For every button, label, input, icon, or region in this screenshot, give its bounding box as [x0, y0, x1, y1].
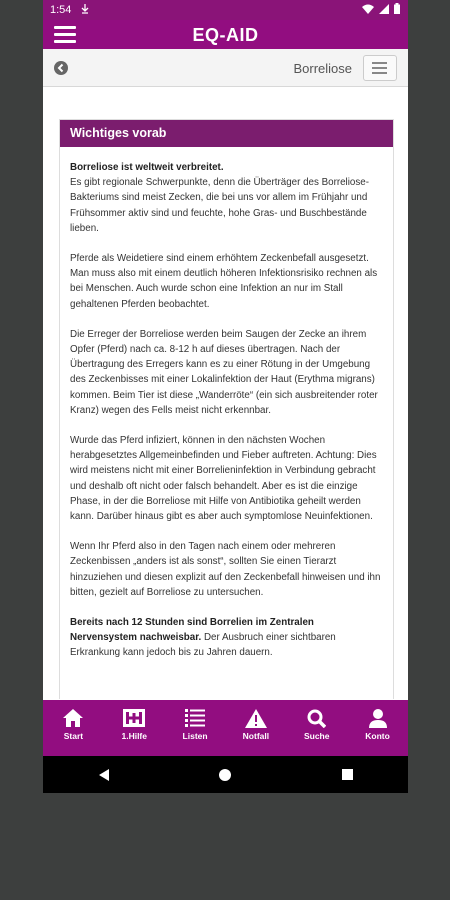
status-time: 1:54	[50, 4, 72, 16]
list-icon	[184, 708, 206, 728]
nav-back-icon[interactable]	[84, 760, 124, 790]
tab-label: 1.Hilfe	[121, 731, 147, 741]
paragraph-5: Wenn Ihr Pferd also in den Tagen nach einem oder mehreren Zeckenbissen „anders ist als sonst“, sollten Sie einen Tierarzt hinzuziehen und diesen explizit auf den Zeckenbefall hinweisen und ihn bitten, gezielt auf Borreliose zu untersuchen.	[70, 541, 381, 598]
tab-label: Konto	[365, 731, 390, 741]
download-icon	[81, 4, 89, 17]
tab-label: Notfall	[242, 731, 270, 741]
tab-emergency[interactable]	[225, 700, 286, 756]
paragraph-3: Die Erreger der Borreliose werden beim Saugen der Zecke an ihrem Opfer (Pferd) nach ca. 8-12 h auf dieses übertragen. Nach der Übertragung des Erregers kann es zu einer Rötung in der Umgebung des Zeckenbisses mit einer Lokalinfektion der Haut (Erythma migrans) kommen. Beim Tier ist diese „Wanderröte“ (ein sich ausbreitender roter Kranz) wegen des Fells meist nicht erkennbar.	[70, 328, 378, 416]
tab-start[interactable]	[43, 700, 104, 756]
page-header	[43, 49, 408, 87]
page-menu-button[interactable]	[363, 55, 397, 81]
user-icon	[367, 708, 389, 728]
content-area[interactable]	[43, 87, 408, 699]
battery-icon	[394, 3, 400, 17]
warning-icon	[245, 708, 267, 728]
paragraph-6	[70, 615, 383, 661]
tab-lists[interactable]	[165, 700, 226, 756]
paragraph-1	[70, 160, 383, 236]
paragraph-6-text: Der Ausbruch einer sichtbaren Erkrankung kann jedoch bis zu Jahren dauern.	[70, 632, 336, 659]
tab-label: Suche	[303, 731, 330, 741]
nav-recents-icon[interactable]	[327, 760, 367, 790]
tab-label: Start	[63, 731, 84, 741]
search-icon	[306, 708, 328, 728]
app-title: EQ-AID	[192, 25, 259, 45]
nav-home-icon[interactable]	[205, 760, 245, 790]
paragraph-4: Wurde das Pferd infiziert, können in den nächsten Wochen herabgesetztes Allgemeinbefinden und Fieber auftreten. Achtung: Dies wird meistens nicht mit einer Borrelieninfektion in Verbindung gebracht und deshalb oft nicht oder falsch behandelt. Aber es ist die einzige Phase, in der die Borreliose mit Hilfe von Antibiotika geheilt werden kann. Darüber hinaus gibt es aber auch symptomlose Neuinfektionen.	[70, 435, 377, 523]
page-title: Borreliose	[293, 61, 352, 76]
tab-label: Listen	[182, 731, 208, 741]
bottom-tab-bar	[43, 700, 408, 756]
tab-first-aid[interactable]	[104, 700, 165, 756]
back-icon[interactable]	[54, 61, 68, 75]
status-bar	[43, 0, 408, 20]
app-bar	[43, 20, 408, 49]
home-icon	[62, 708, 84, 728]
paragraph-1-bold: Borreliose ist weltweit verbreitet.	[70, 162, 224, 173]
paragraph-2: Pferde als Weidetiere sind einem erhöhtem Zeckenbefall ausgesetzt. Man muss also mit einem deutlich höheren Infektionsrisiko rechnen als bei Menschen. Auch wurde schon eine Infektion an nur im Stall gehaltenen Pferden beobachtet.	[70, 253, 378, 310]
first-aid-book-icon	[123, 708, 145, 728]
wifi-icon	[362, 4, 374, 17]
info-card	[59, 119, 394, 699]
card-heading: Wichtiges vorab	[60, 120, 393, 147]
paragraph-6-bold: Bereits nach 12 Stunden sind Borrelien im Zentralen Nervensystem nachweisbar.	[70, 617, 314, 644]
phone-screen	[43, 0, 408, 793]
signal-icon	[379, 4, 389, 17]
tab-account[interactable]	[347, 700, 408, 756]
card-body	[60, 147, 393, 661]
tab-search[interactable]	[286, 700, 347, 756]
paragraph-1-text: Es gibt regionale Schwerpunkte, denn die Überträger des Borreliose-Bakteriums sind meist Zecken, die bei uns vor allem im Frühjahr und Frühsommer aktiv sind und feuchte, hohe Gras- und Buschbestände lieben.	[70, 177, 369, 234]
system-nav-bar	[43, 756, 408, 793]
